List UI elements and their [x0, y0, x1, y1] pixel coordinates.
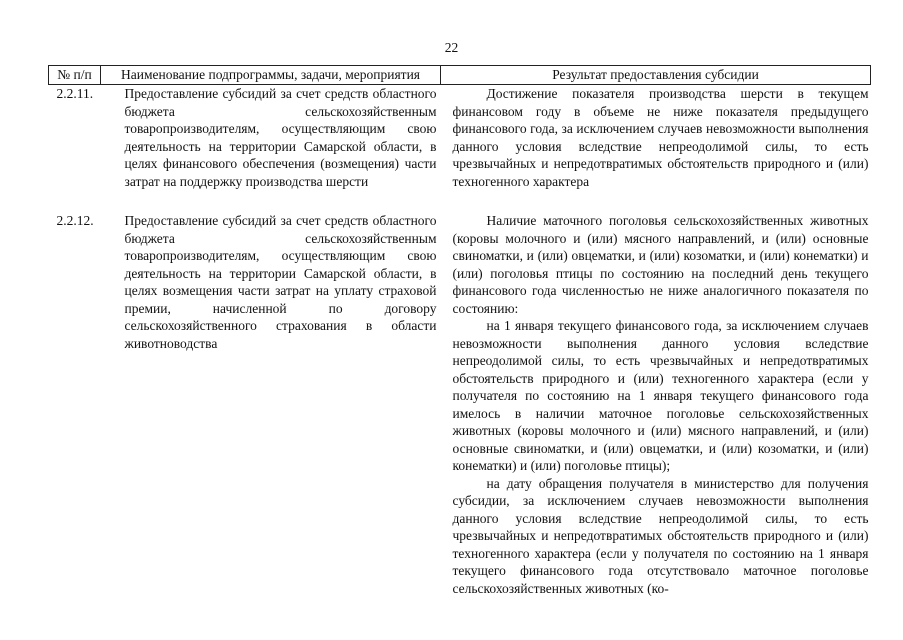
row-number: 2.2.12.: [56, 213, 94, 228]
row-result: [441, 212, 871, 597]
result-paragraph: на дату обращения получателя в министерство для получения субсидии, за исключением случаев невозможности выполнения данного условия вследствие непреодолимой силы, то есть чрезвычайных и непредотвратимых обстоятельств природного и (или) техногенного характера (если у получателя по состоянию на 1 января текущего финансового года отсутствовало маточное поголовье сельскохозяйственных животных (ко-: [452, 475, 869, 596]
subsidy-results-table: [48, 65, 871, 597]
table-row: [49, 85, 871, 191]
header-result: Результат предоставления субсидии: [441, 66, 871, 85]
result-paragraph: на 1 января текущего финансового года, за исключением случаев невозможности выполнения данного условия вследствие непреодолимой силы, то есть чрезвычайных и непредотвратимых обстоятельств природного и (или) техногенного характера (если у получателя по состоянию на 1 января текущего финансового года имелось в наличии маточное поголовье сельскохозяйственных животных (коровы молочного и (или) мясного направлений, и (или) основные свиноматки, и (или) овцематки, и (или) козоматки, и (или) конематки) и (или) поголовье птицы);: [452, 318, 869, 473]
row-name: Предоставление субсидий за счет средств областного бюджета сельскохозяйственным товаропроизводителям, осуществляющим свою деятельность на территории Самарской области, в целях возмещения части затрат на уплату страховой премии, начисленной по договору сельскохозяйственного страхования в области животноводства: [124, 213, 437, 351]
result-paragraph: Достижение показателя производства шерсти в текущем финансовом году в объеме не ниже показателя предыдущего финансового года, за исключением случаев невозможности выполнения данного условия вследствие непреодолимой силы, то есть чрезвычайных и непредотвратимых обстоятельств природного и (или) техногенного характера: [452, 86, 869, 189]
table-header-row: [49, 66, 871, 85]
header-name: Наименование подпрограммы, задачи, мероприятия: [101, 66, 441, 85]
table-row: [49, 212, 871, 597]
result-paragraph: Наличие маточного поголовья сельскохозяйственных животных (коровы молочного и (или) мясного направлений, и (или) основные свиноматки, и (или) овцематки, и (или) козоматки, и (или) конематки) и (или) поголовья птицы по состоянию на последний день текущего финансового года численностью не ниже аналогичного показателя по состоянию:: [452, 213, 869, 316]
row-result: [441, 85, 871, 191]
row-number: 2.2.11.: [56, 86, 94, 101]
page-number: 22: [444, 40, 459, 55]
row-spacer: [49, 190, 871, 212]
header-number: № п/п: [49, 66, 101, 85]
row-name: Предоставление субсидий за счет средств областного бюджета сельскохозяйственным товаропроизводителям, осуществляющим свою деятельность на территории Самарской области, в целях финансового обеспечения (возмещения) части затрат на поддержку производства шерсти: [124, 86, 437, 189]
